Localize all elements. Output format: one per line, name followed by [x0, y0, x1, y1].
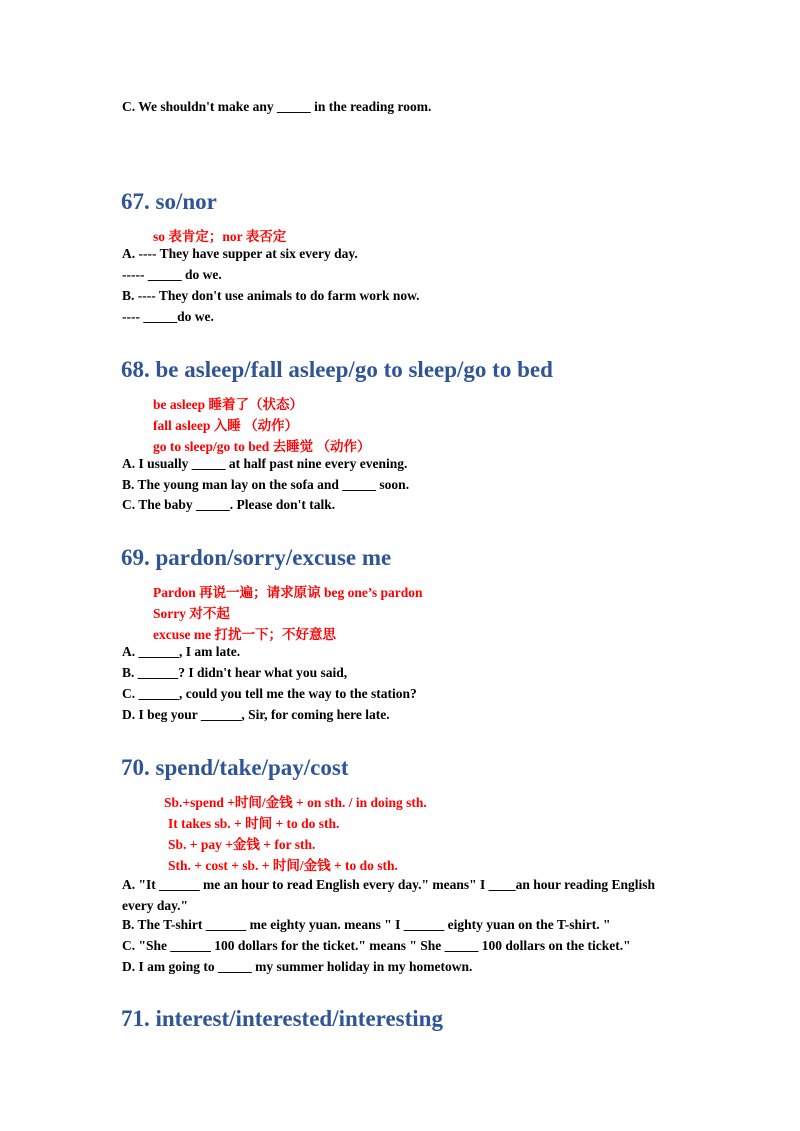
section-71-title: 71. interest/interested/interesting [121, 1006, 443, 1031]
section-70-title: 70. spend/take/pay/cost [121, 755, 349, 780]
section-70-line-a: A. "It ______ me an hour to read English every day." means" I ____an hour reading English every day." [122, 877, 656, 913]
section-70-line-b: B. The T-shirt ______ me eighty yuan. means " I ______ eighty yuan on the T-shirt. " [122, 917, 611, 932]
section-69-line-c: C. ______, could you tell me the way to the station? [122, 686, 417, 701]
section-67-line-a-answer: ----- _____ do we. [122, 267, 222, 282]
section-68-title: 68. be asleep/fall asleep/go to sleep/go to bed [121, 357, 553, 382]
section-68-note-3: go to sleep/go to bed 去睡觉 （动作） [153, 439, 371, 454]
exercise-line-top-c: C. We shouldn't make any _____ in the reading room. [122, 99, 432, 114]
section-69-note-3: excuse me 打扰一下；不好意思 [153, 627, 336, 642]
section-67-line-b: B. ---- They don't use animals to do farm work now. [122, 288, 420, 303]
section-69-line-b: B. ______? I didn't hear what you said, [122, 665, 348, 680]
section-67-title: 67. so/nor [121, 189, 217, 214]
section-69-line-a: A. ______, I am late. [122, 644, 241, 659]
section-70-note-4: Sth. + cost + sb. + 时间/金钱 + to do sth. [168, 858, 398, 873]
section-69-title: 69. pardon/sorry/excuse me [121, 545, 392, 570]
section-68-line-a: A. I usually _____ at half past nine every evening. [122, 456, 408, 471]
section-68-note-1: be asleep 睡着了（状态） [153, 397, 303, 412]
section-70-note-1: Sb.+spend +时间/金钱 + on sth. / in doing sth. [164, 795, 427, 810]
section-69-note-2: Sorry 对不起 [153, 606, 230, 621]
section-67-line-b-answer: ---- _____do we. [122, 309, 214, 324]
section-70-line-d: D. I am going to _____ my summer holiday in my hometown. [122, 959, 473, 974]
section-68-note-2: fall asleep 入睡 （动作） [153, 418, 299, 433]
section-69-note-1: Pardon 再说一遍；请求原谅 beg one’s pardon [153, 585, 423, 600]
section-70-note-2: It takes sb. + 时间 + to do sth. [168, 816, 340, 831]
section-67-line-a: A. ---- They have supper at six every day. [122, 246, 358, 261]
section-68-line-b: B. The young man lay on the sofa and _____ soon. [122, 477, 410, 492]
section-68-line-c: C. The baby _____. Please don't talk. [122, 497, 336, 512]
section-67-note: so 表肯定；nor 表否定 [153, 229, 287, 244]
section-70-line-c: C. "She ______ 100 dollars for the ticket." means " She _____ 100 dollars on the ticket." [122, 938, 631, 953]
section-69-line-d: D. I beg your ______, Sir, for coming here late. [122, 707, 390, 722]
section-70-note-3: Sb. + pay +金钱 + for sth. [168, 837, 316, 852]
